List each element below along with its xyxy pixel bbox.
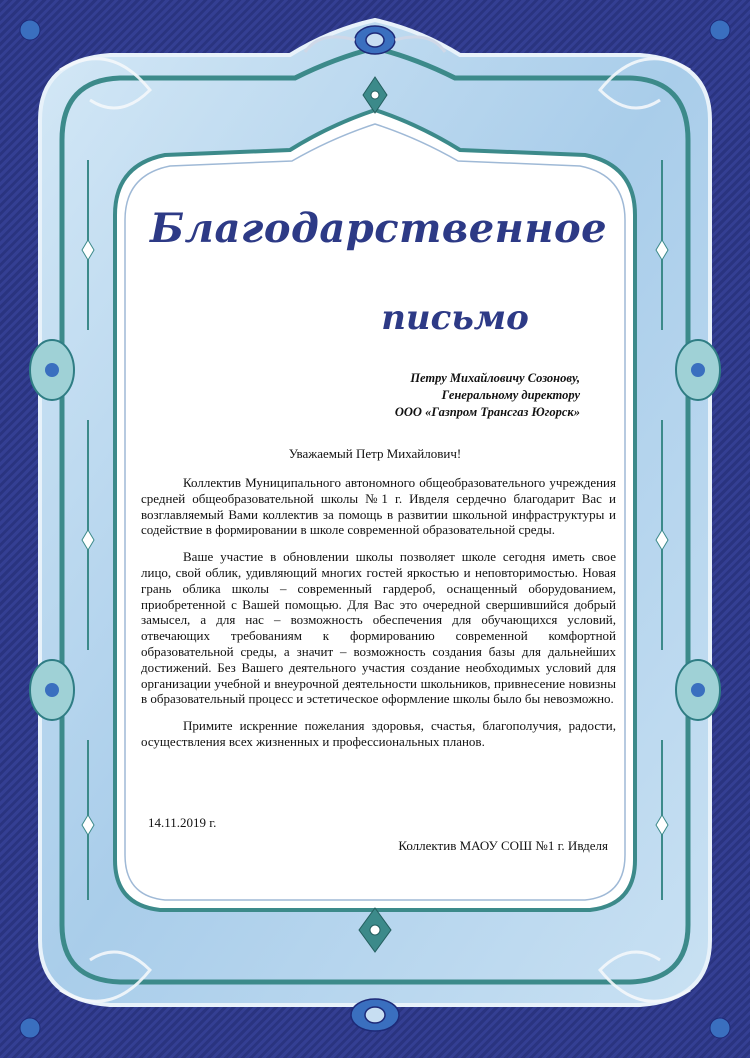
addressee-position: Генеральному директору (441, 388, 580, 402)
body-paragraph-1: Коллектив Муниципального автономного общеобразовательного учреждения средней общеобразовательной школы №1 г. Ивделя сердечно благодарит Вас и возглавляемый Вами коллектив за помощь в развитии школьной инфраструктуры и содействие в формировании в школе современной образовательной среды. (141, 475, 616, 538)
greeting: Уважаемый Петр Михайлович! (288, 446, 462, 461)
letter-date: 14.11.2019 г. (148, 815, 217, 830)
addressee-block (395, 370, 580, 421)
letter-body (141, 475, 616, 761)
title-line-1: Благодарственное (150, 205, 608, 252)
body-paragraph-3: Примите искренние пожелания здоровья, счастья, благополучия, радости, осуществления всех жизненных и профессиональных планов. (141, 718, 616, 749)
addressee-name: Петру Михайловичу Созонову, (410, 371, 580, 385)
body-paragraph-2: Ваше участие в обновлении школы позволяет школе сегодня иметь свое лицо, свой облик, удивляющий многих гостей яркостью и неповторимостью. Новая грань облика школы – современный гардероб, оснащенный оборудованием, приобретенной с Вашей помощью. Для Вас это очередной свершившийся добрый замысел, а для нас – возможность обеспечения для обучающихся условий, отвечающих требованиям к формированию современной комфортной образовательной среды, а значит – возможность создания базы для дальнейших достижений. Без Вашего деятельного участия создание необходимых условий для организации учебной и внеурочной деятельности школьников, привнесение новизны в образовательный процесс и эстетическое оформление школы было бы невозможно. (141, 549, 616, 707)
signature: Коллектив МАОУ СОШ №1 г. Ивделя (398, 838, 608, 853)
title-line-2: письмо (381, 298, 529, 338)
addressee-company: ООО «Газпром Трансгаз Югорск» (394, 405, 580, 419)
